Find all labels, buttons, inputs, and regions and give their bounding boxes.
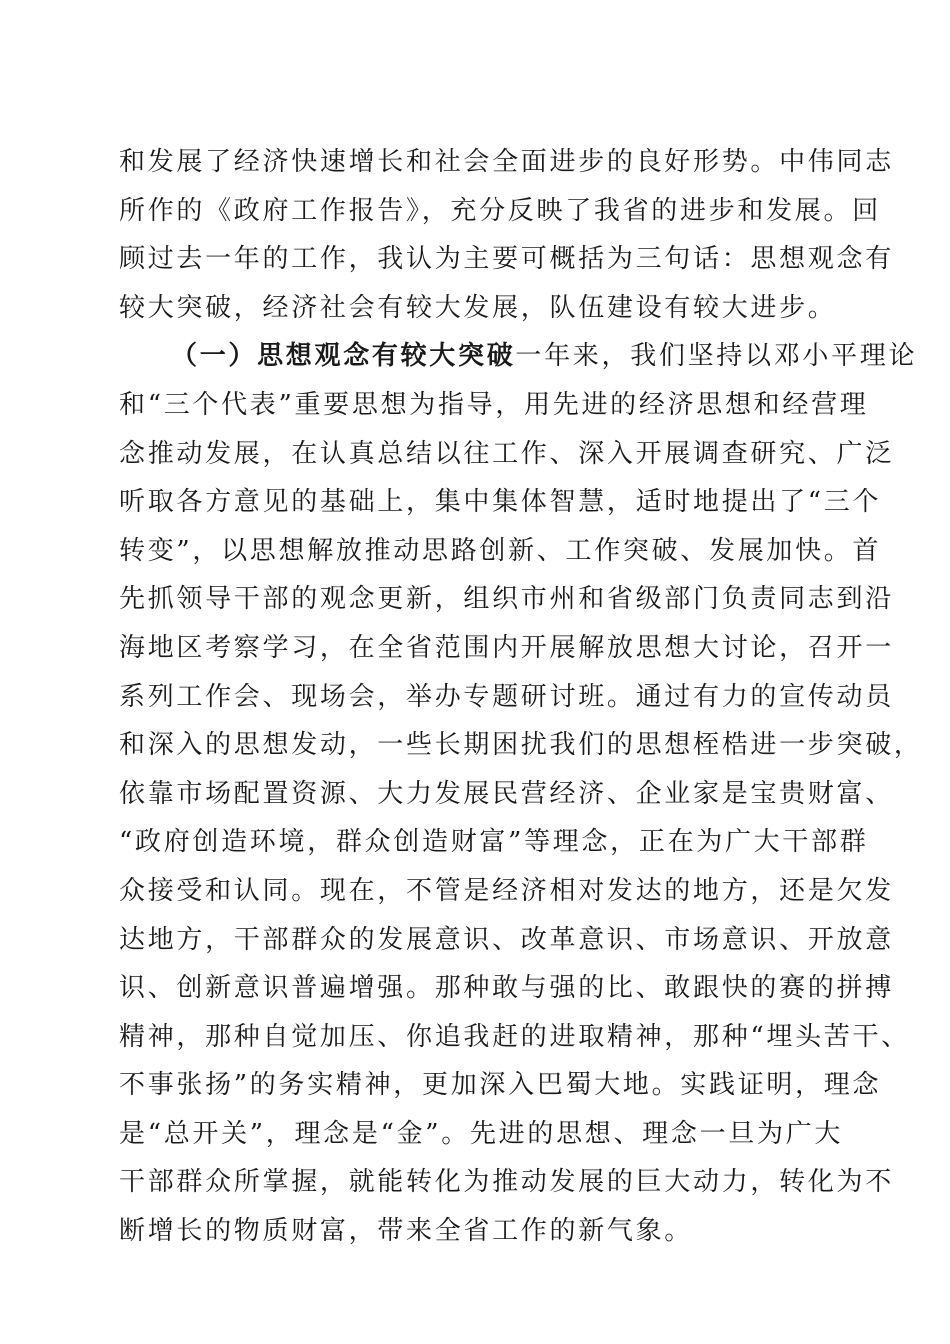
paragraph-2-line: 众接受和认同。现在，不管是经济相对发达的地方，还是欠发 [119, 875, 894, 906]
paragraph-1-line: 和发展了经济快速增长和社会全面进步的良好形势。中伟同志 [119, 147, 894, 177]
paragraph-2-line: 达地方，干部群众的发展意识、改革意识、市场意识、开放意 [119, 924, 894, 955]
paragraph-2-line: 转变”，以思想解放推动思路创新、工作突破、发展加快。首 [119, 535, 882, 566]
document-body [119, 138, 923, 1256]
paragraph-2-line: 海地区考察学习，在全省范围内开展解放思想大讨论，召开一 [119, 632, 894, 663]
paragraph-2-line: 先抓领导干部的观念更新，组织市州和省级部门负责同志到沿 [119, 584, 894, 615]
paragraph-2-first-line [119, 332, 918, 381]
paragraph-2-line: 断增长的物质财富，带来全省工作的新气象。 [119, 1216, 694, 1247]
paragraph-2-line: 和深入的思想发动，一些长期困扰我们的思想桎梏进一步突破， [119, 730, 923, 761]
paragraph-2-line: 不事张扬”的务实精神，更加深入巴蜀大地。实践证明，理念 [119, 1070, 882, 1101]
paragraph-2-line: 精神，那种自觉加压、你追我赶的进取精神，那种“埋头苦干、 [119, 1021, 910, 1052]
paragraph-2-line: “政府创造环境，群众创造财富”等理念，正在为广大干部群 [119, 827, 869, 858]
paragraph-2-line: 一年来，我们坚持以邓小平理论 [515, 341, 918, 372]
paragraph-2-line: 是“总开关”，理念是“金”。先进的思想、理念一旦为广大 [119, 1118, 844, 1149]
paragraph-2-line: 识、创新意识普遍增强。那种敢与强的比、敢跟快的赛的拼搏 [119, 973, 894, 1004]
paragraph-2-line: 念推动发展，在认真总结以往工作、深入开展调查研究、广泛 [119, 438, 894, 469]
paragraph-1-line: 较大突破，经济社会有较大发展，队伍建设有较大进步。 [119, 292, 837, 323]
paragraph-2-line: 系列工作会、现场会，举办专题研讨班。通过有力的宣传动员 [119, 681, 894, 712]
paragraph-2-line: 和“三个代表”重要思想为指导，用先进的经济思想和经营理 [119, 389, 869, 420]
paragraph-2-line: 听取各方意见的基础上，集中集体智慧，适时地提出了“三个 [119, 487, 882, 518]
section-heading: （一）思想观念有较大突破 [171, 341, 516, 372]
paragraph-1-line: 所作的《政府工作报告》，充分反映了我省的进步和发展。回 [119, 195, 881, 226]
paragraph-1-line: 顾过去一年的工作，我认为主要可概括为三句话：思想观念有 [119, 244, 894, 275]
paragraph-2-line: 依靠市场配置资源、大力发展民营经济、企业家是宝贵财富、 [119, 778, 894, 809]
paragraph-2-line: 干部群众所掌握，就能转化为推动发展的巨大动力，转化为不 [119, 1167, 894, 1198]
